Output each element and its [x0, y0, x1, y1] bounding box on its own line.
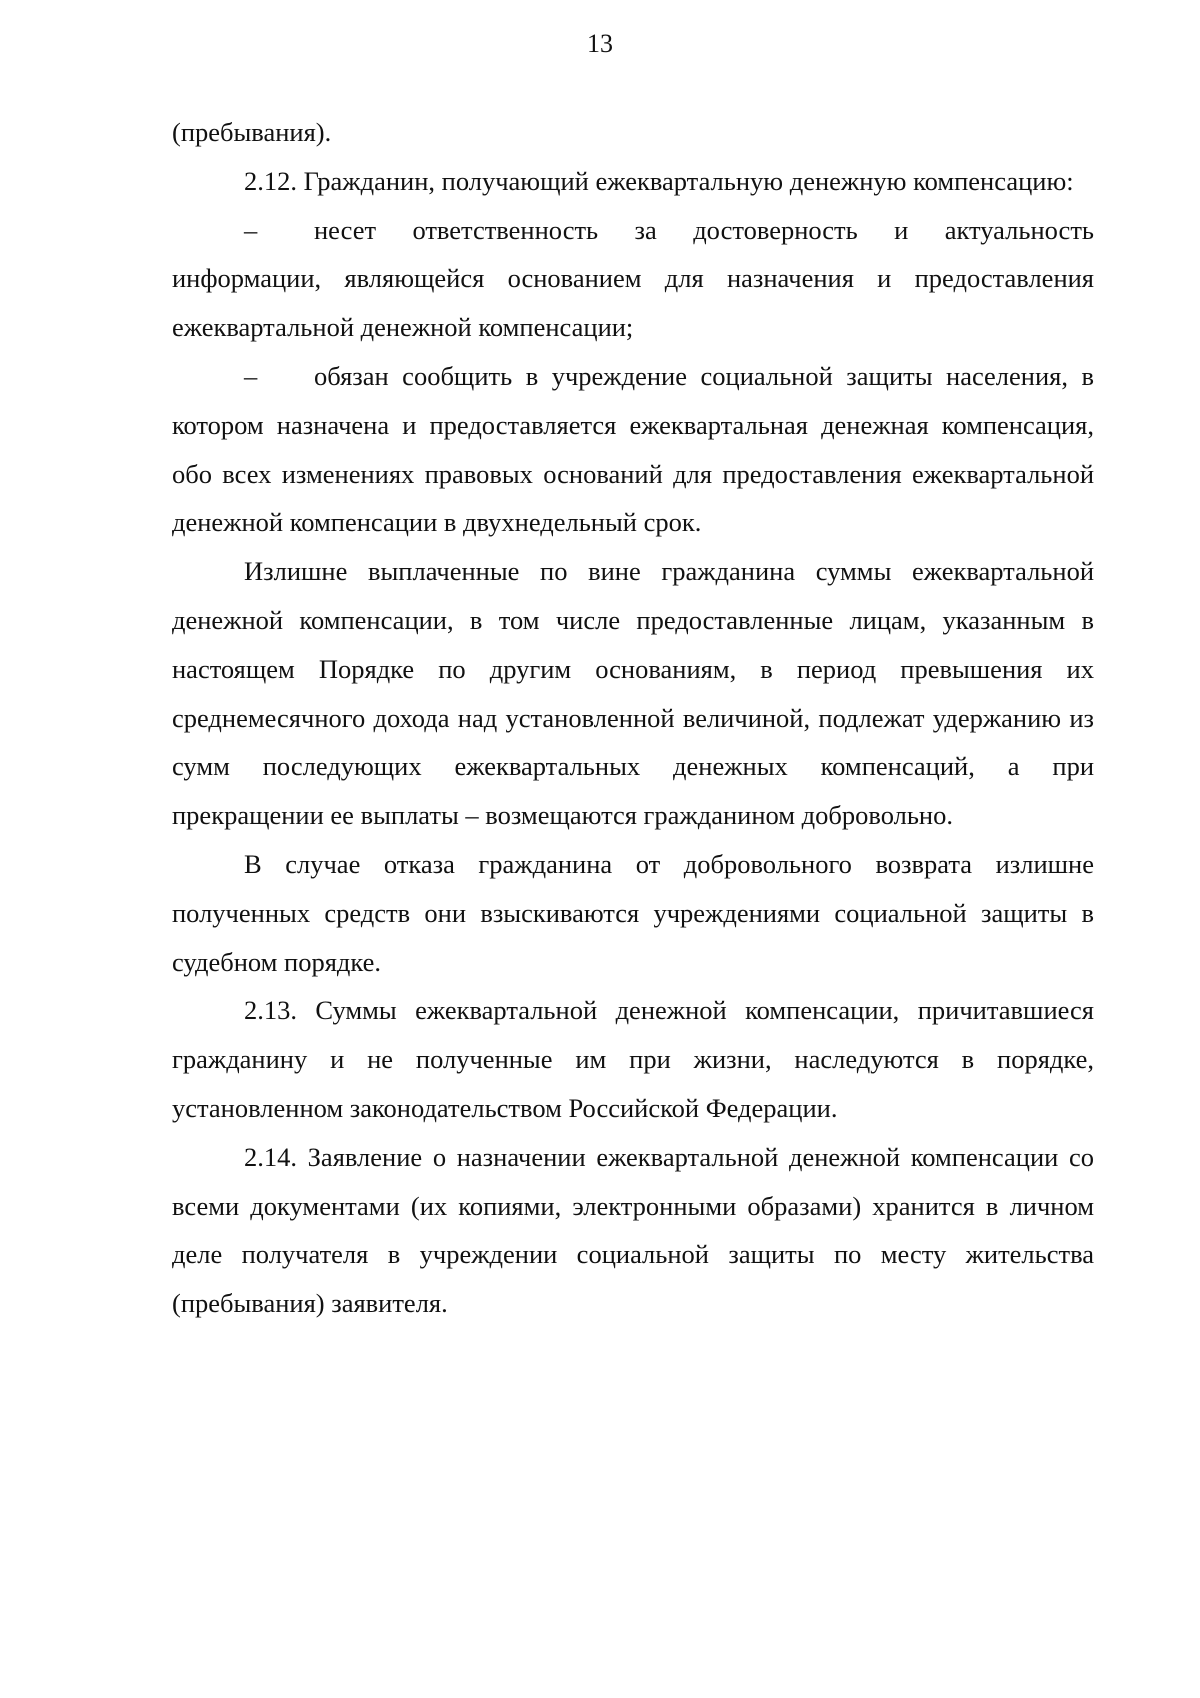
paragraph-2-13: 2.13. Суммы ежеквартальной денежной компенсации, причитавшиеся гражданину и не полученные им при жизни, наследуются в порядке, установленном законодательством Российской Федерации. — [172, 995, 1094, 1123]
paragraph-continuation: (пребывания). — [172, 117, 332, 147]
paragraph-refusal: В случае отказа гражданина от добровольного возврата излишне полученных средств они взыскиваются учреждениями социальной защиты в судебном порядке. — [172, 848, 1094, 977]
list-item-text: обязан сообщить в учреждение социальной защиты населения, в котором назначена и предоставляется ежеквартальная денежная компенсация, обо всех изменениях правовых оснований для предоставления ежеквартальной денежной компенсации в двухнедельный срок. — [172, 360, 1094, 538]
paragraph-2-12-heading: 2.12. Гражданин, получающий ежеквартальную денежную компенсацию: — [244, 165, 1074, 196]
list-dash: – — [244, 214, 258, 245]
document-body — [172, 108, 1094, 1328]
list-item-responsibility — [172, 206, 1094, 352]
paragraph-2-14: 2.14. Заявление о назначении ежеквартальной денежной компенсации со всеми документами (их копиями, электронными образами) хранится в личном деле получателя в учреждении социальной защиты по месту жительства (пребывания) заявителя. — [172, 1141, 1094, 1319]
list-item-text: несет ответственность за достоверность и актуальность информации, являющейся основанием для назначения и предоставления ежеквартальной денежной компенсации; — [172, 214, 1094, 343]
page-number: 13 — [587, 29, 613, 58]
list-dash: – — [244, 360, 258, 391]
list-item-obligation — [172, 352, 1094, 547]
paragraph-overpayment: Излишне выплаченные по вине гражданина суммы ежеквартальной денежной компенсации, в том числе предоставленные лицам, указанным в настоящем Порядке по другим основаниям, в период превышения их среднемесячного дохода над установленной величиной, подлежат удержанию из сумм последующих ежеквартальных денежных компенсаций, а при прекращении ее выплаты – возмещаются гражданином добровольно. — [172, 556, 1094, 831]
